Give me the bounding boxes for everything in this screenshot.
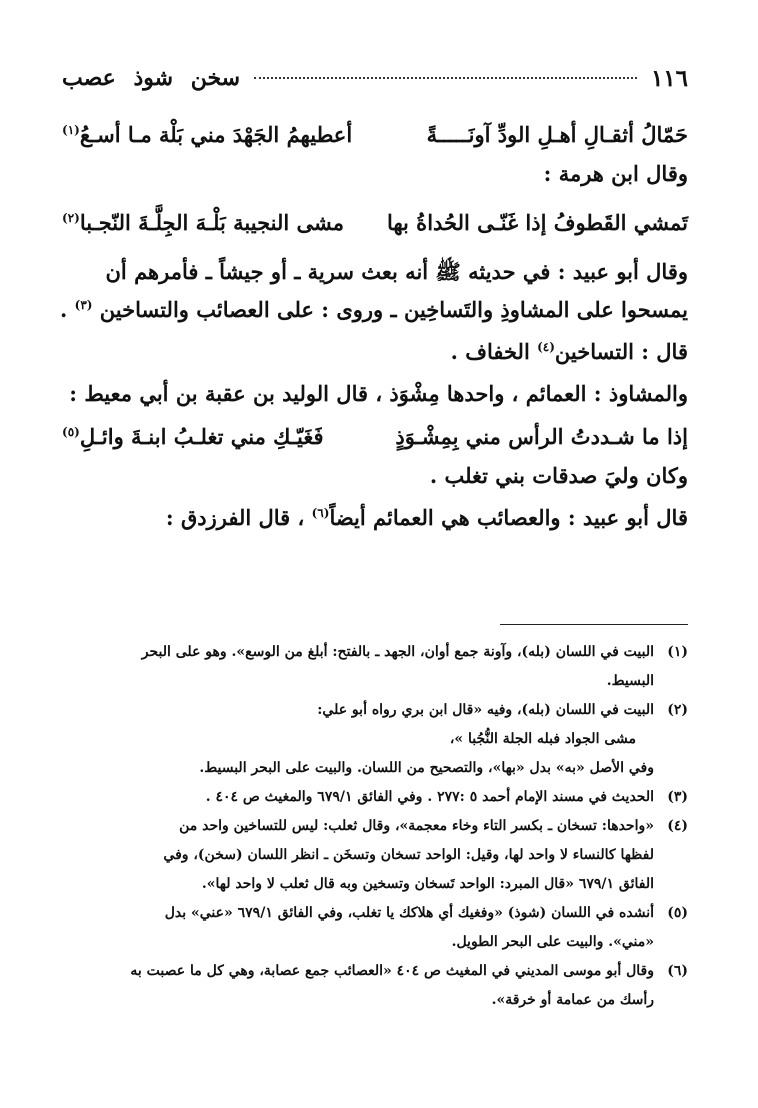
footnote-line: «واحدها: تسخان ـ بكسر التاء وخاء معجمة»، وقال ثعلب: ليس للتساخين واحد من xyxy=(179,818,654,834)
footnote-line: «مني». والبيت على البحر الطويل. xyxy=(451,934,654,950)
footnote-1 xyxy=(80,638,688,696)
footnote-line: الحديث في مسند الإمام أحمد ٥ :٢٧٧ . وفي الفائق ٦٧٩/١ والمغيث ص ٤٠٤ . xyxy=(205,789,654,805)
footnote-marker-6: (٦) xyxy=(311,506,330,520)
paragraph-4-text-b: ، قال الفرزدق : xyxy=(165,505,305,530)
ibn-harma-line: وقال ابن هرمة : xyxy=(543,161,688,186)
verse-2-first-hemistich: تَمشي القَطوفُ إذا غَنّـى الحُداةُ بها xyxy=(386,210,688,235)
paragraph-2 xyxy=(62,333,688,371)
page-number: ١١٦ xyxy=(650,64,688,92)
footnote-line: الفائق ٦٧٩/١ «قال المبرد: الواحد تَسخان وتسخين وبه قال ثعلب لا واحد لها». xyxy=(201,876,654,892)
paragraph-3: والمشاوذ : العمائم ، واحدها مِشْوَذ ، قال الوليد بن عقبة بن أبي معيط : xyxy=(69,381,688,406)
verse-1 xyxy=(62,115,688,155)
paragraph-2-text-a: قال : التساخين xyxy=(554,339,688,364)
footnote-number: (٥) xyxy=(667,905,688,921)
footnote-marker-2: (٢) xyxy=(62,211,80,225)
footnote-line: وقال أبو موسى المديني في المغيث ص ٤٠٤ «العصائب جمع عصابة، وهي كل ما عصبت به xyxy=(130,963,654,979)
verse-1-first-hemistich: حَمّالُ أثقـالِ أهـلِ الودِّ آونَـــــةً xyxy=(426,122,688,147)
footnote-marker-1: (١) xyxy=(62,123,80,137)
verse-3-second-text: فَغَيّـكِ مني تغلـبُ ابنـةَ وائـلِ xyxy=(79,424,324,449)
verse-3-second-hemistich xyxy=(62,417,324,457)
footnote-6 xyxy=(80,957,688,1015)
footnote-number: (٦) xyxy=(667,963,688,979)
main-text xyxy=(62,115,688,537)
footnote-3 xyxy=(80,783,688,812)
footnote-number: (٣) xyxy=(667,789,688,805)
paragraph-1-line-2-text: يمسحوا على المشاوذِ والتَساخِين ـ وروى : على العصائب والتساخين xyxy=(99,297,688,322)
footnote-marker-3: (٣) xyxy=(74,298,93,312)
verse-3 xyxy=(62,417,688,457)
footnote-2 xyxy=(80,696,688,783)
footnote-line: البيت في اللسان (بله)، وفيه «قال ابن بري رواه أبو علي: xyxy=(317,702,654,718)
verse-3-first-hemistich: إذا ما شـددتُ الرأس مني بِمِشْـوَذٍ xyxy=(395,424,688,449)
paragraph-2-text-b: الخفاف . xyxy=(450,339,530,364)
footnote-line: البسيط. xyxy=(606,673,654,689)
footnote-5 xyxy=(80,899,688,957)
paragraph-1-line-1: وقال أبو عبيد : في حديثه ﷺ أنه بعث سرية ـ أو جيشاً ـ فأمرهم أن xyxy=(105,259,688,284)
footnote-number: (١) xyxy=(667,644,688,660)
footnote-line: لفظها كالنساء لا واحد لها، وقيل: الواحد تسخان وتسخَن ـ انظر اللسان (سخن)، وفي xyxy=(163,847,654,863)
page-header xyxy=(62,62,688,94)
verse-2-second-text: مشى النجيبة بَلْـهَ الجِلَّـةَ النّجـبا xyxy=(79,210,344,235)
paragraph-1-line-2: يمسحوا على المشاوذِ والتَساخِين ـ وروى : على العصائب والتساخين $^{(٣)}$ . xyxy=(60,297,688,322)
footnote-number: (٢) xyxy=(667,702,688,718)
verse-2-second-hemistich xyxy=(62,203,344,243)
footnotes xyxy=(80,638,688,1015)
verse-1-second-text: أعطيهمُ الجَهْدَ مني بَلْة مـا أسـعُ xyxy=(79,122,353,147)
footnote-line: البيت في اللسان (بله)، وآونة جمع أوان، الجهد ـ بالفتح: أبلغ من الوسع». وهو على البحر xyxy=(141,644,654,660)
footnote-line: أنشده في اللسان (شوذ) «وفغيك أي هلاكك يا تغلب، وفي الفائق ٦٧٩/١ «عني» بدل xyxy=(164,905,654,921)
header-root-words: سخن شوذ عصب xyxy=(62,65,241,91)
footnote-line: وفي الأصل «به» بدل «بها»، والتصحيح من اللسان. والبيت على البحر البسيط. xyxy=(199,760,654,776)
verse-1-second-hemistich xyxy=(62,115,352,155)
header-dotted-rule xyxy=(254,77,637,79)
footnote-marker-5: (٥) xyxy=(62,425,80,439)
footnote-separator xyxy=(500,624,688,625)
footnote-line: مشى الجواد فبله الجلة النُّجُبا »، xyxy=(449,731,636,747)
paragraph-4-text-a: قال أبو عبيد : والعصائب هي العمائم أيضاً xyxy=(329,505,688,530)
paragraph-4 xyxy=(62,499,688,537)
footnote-number: (٤) xyxy=(667,818,688,834)
kana-line: وكان وليَ صدقات بني تغلب . xyxy=(429,463,688,488)
footnote-4 xyxy=(80,812,688,899)
verse-2 xyxy=(62,203,688,243)
footnote-marker-4: (٤) xyxy=(537,340,555,354)
footnote-line: رأسك من عمامة أو خرقة». xyxy=(491,992,654,1008)
